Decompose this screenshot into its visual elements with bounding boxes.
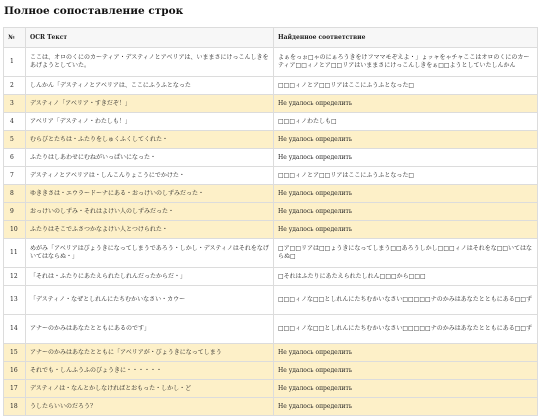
table-row: [4, 286, 538, 315]
cell-number: 9: [4, 203, 26, 221]
cell-found-match: Не удалось определить: [274, 203, 538, 221]
table-row: [4, 344, 538, 362]
header-number: №: [4, 28, 26, 48]
cell-found-match: □□□ィノとア□□リアはここにふうふとなった□: [274, 167, 538, 185]
cell-ocr-text: 「それは・ふたりにあたえられたしれんだったからだ・」: [26, 268, 274, 286]
cell-ocr-text: ここは、オロのくにのカーティア・デスティノとアベリアは、いままさにけっこんしきをあげようとしていた。: [26, 48, 274, 77]
cell-number: 12: [4, 268, 26, 286]
cell-ocr-text: めがみ「アベリアはびょうきになってしまうであろう・しかし・デスティノはそれをなげいてはならぬ・」: [26, 239, 274, 268]
cell-ocr-text: デスティノ「アベリア・すきだぞ！」: [26, 95, 274, 113]
cell-found-match: □□□ィノとア□□リアはここにふうふとなった□: [274, 77, 538, 95]
cell-found-match: Не удалось определить: [274, 380, 538, 398]
cell-ocr-text: ふたりはしあわせにむねがいっぱいになった・: [26, 149, 274, 167]
cell-number: 2: [4, 77, 26, 95]
cell-found-match: □□□ィノな□□としれんにたちむかいなさい□□□□□ナのかみはあなたとともにある□□ず: [274, 286, 538, 315]
cell-found-match: Не удалось определить: [274, 362, 538, 380]
header-found-match: Найденное соответствие: [274, 28, 538, 48]
table-row: [4, 149, 538, 167]
table-row: [4, 221, 538, 239]
table-row: [4, 380, 538, 398]
cell-found-match: □それはふたりにあたえられたしれん□□□から□□□: [274, 268, 538, 286]
cell-number: 17: [4, 380, 26, 398]
cell-number: 18: [4, 398, 26, 416]
cell-number: 5: [4, 131, 26, 149]
cell-number: 4: [4, 113, 26, 131]
table-body: [4, 48, 538, 416]
cell-number: 6: [4, 149, 26, 167]
table-row: [4, 113, 538, 131]
cell-found-match: Не удалось определить: [274, 95, 538, 113]
cell-found-match: □□□ィノな□□としれんにたちむかいなさい□□□□□ナのかみはあなたとともにある□□ず: [274, 315, 538, 344]
cell-ocr-text: アナーのかみはあなたとともに「アベリアが・びょうきになってしまう: [26, 344, 274, 362]
cell-found-match: □□□ィノわたしも□: [274, 113, 538, 131]
cell-number: 7: [4, 167, 26, 185]
table-row: [4, 203, 538, 221]
cell-ocr-text: それでも・しんふうふのびょうきに・・・・・・: [26, 362, 274, 380]
table-row: [4, 268, 538, 286]
page-title: Полное сопоставление строк: [4, 5, 184, 17]
table-row: [4, 315, 538, 344]
comparison-table: [3, 27, 538, 416]
cell-ocr-text: おっけいのしずみ・それはよけい人のしずみだった・: [26, 203, 274, 221]
cell-ocr-text: アナーのかみはあなたとともにあるのです」: [26, 315, 274, 344]
cell-found-match: □ア□□リアは□□ょうきになってしまう□□あろうしかし□□□ィノはそれをな□□いてはならぬ□: [274, 239, 538, 268]
cell-found-match: Не удалось определить: [274, 149, 538, 167]
cell-number: 13: [4, 286, 26, 315]
cell-number: 8: [4, 185, 26, 203]
cell-number: 3: [4, 95, 26, 113]
table-row: [4, 239, 538, 268]
cell-ocr-text: ふたりはそこでふさつかなよけい人とつけられた・: [26, 221, 274, 239]
cell-ocr-text: むらびとたちは・ふたりをしゅくふくしてくれた・: [26, 131, 274, 149]
cell-number: 11: [4, 239, 26, 268]
cell-found-match: Не удалось определить: [274, 185, 538, 203]
table-row: [4, 131, 538, 149]
cell-found-match: Не удалось определить: [274, 344, 538, 362]
cell-number: 15: [4, 344, 26, 362]
cell-ocr-text: ゆききさは・エウラードーナにある・おっけいのしずみだった・: [26, 185, 274, 203]
table-row: [4, 185, 538, 203]
comparison-table-wrapper: [3, 27, 537, 416]
cell-found-match: Не удалось определить: [274, 221, 538, 239]
cell-ocr-text: デスティノは・なんとかしなければとおもった・しかし・ど: [26, 380, 274, 398]
cell-ocr-text: しんかん「デスティノとアベリアは、ここにふうふとなった: [26, 77, 274, 95]
header-ocr-text: OCR Текст: [26, 28, 274, 48]
cell-found-match: Не удалось определить: [274, 398, 538, 416]
cell-ocr-text: アベリア「デスティノ・わたしも！」: [26, 113, 274, 131]
table-row: [4, 362, 538, 380]
table-row: [4, 48, 538, 77]
cell-number: 14: [4, 315, 26, 344]
cell-number: 16: [4, 362, 26, 380]
cell-ocr-text: 「デスティノ・なぜとしれんにたちむかいなさい・カウー: [26, 286, 274, 315]
table-row: [4, 398, 538, 416]
table-row: [4, 77, 538, 95]
cell-ocr-text: うしたらいいのだろう？: [26, 398, 274, 416]
cell-number: 1: [4, 48, 26, 77]
table-header-row: [4, 28, 538, 48]
table-row: [4, 167, 538, 185]
cell-found-match: Не удалось определить: [274, 131, 538, 149]
cell-found-match: よぁをっぉ□ゃのにぁろうきをけフママモぞえよ・」ょッャをゃチャここはオロのくにのカーティア□□ィノとア□□リアはいままさにけっこんしきをぁ□□ようとしていたしんかん: [274, 48, 538, 77]
cell-number: 10: [4, 221, 26, 239]
cell-ocr-text: デスティノとアベリアは・しんこんりょこうにでかけた・: [26, 167, 274, 185]
table-row: [4, 95, 538, 113]
